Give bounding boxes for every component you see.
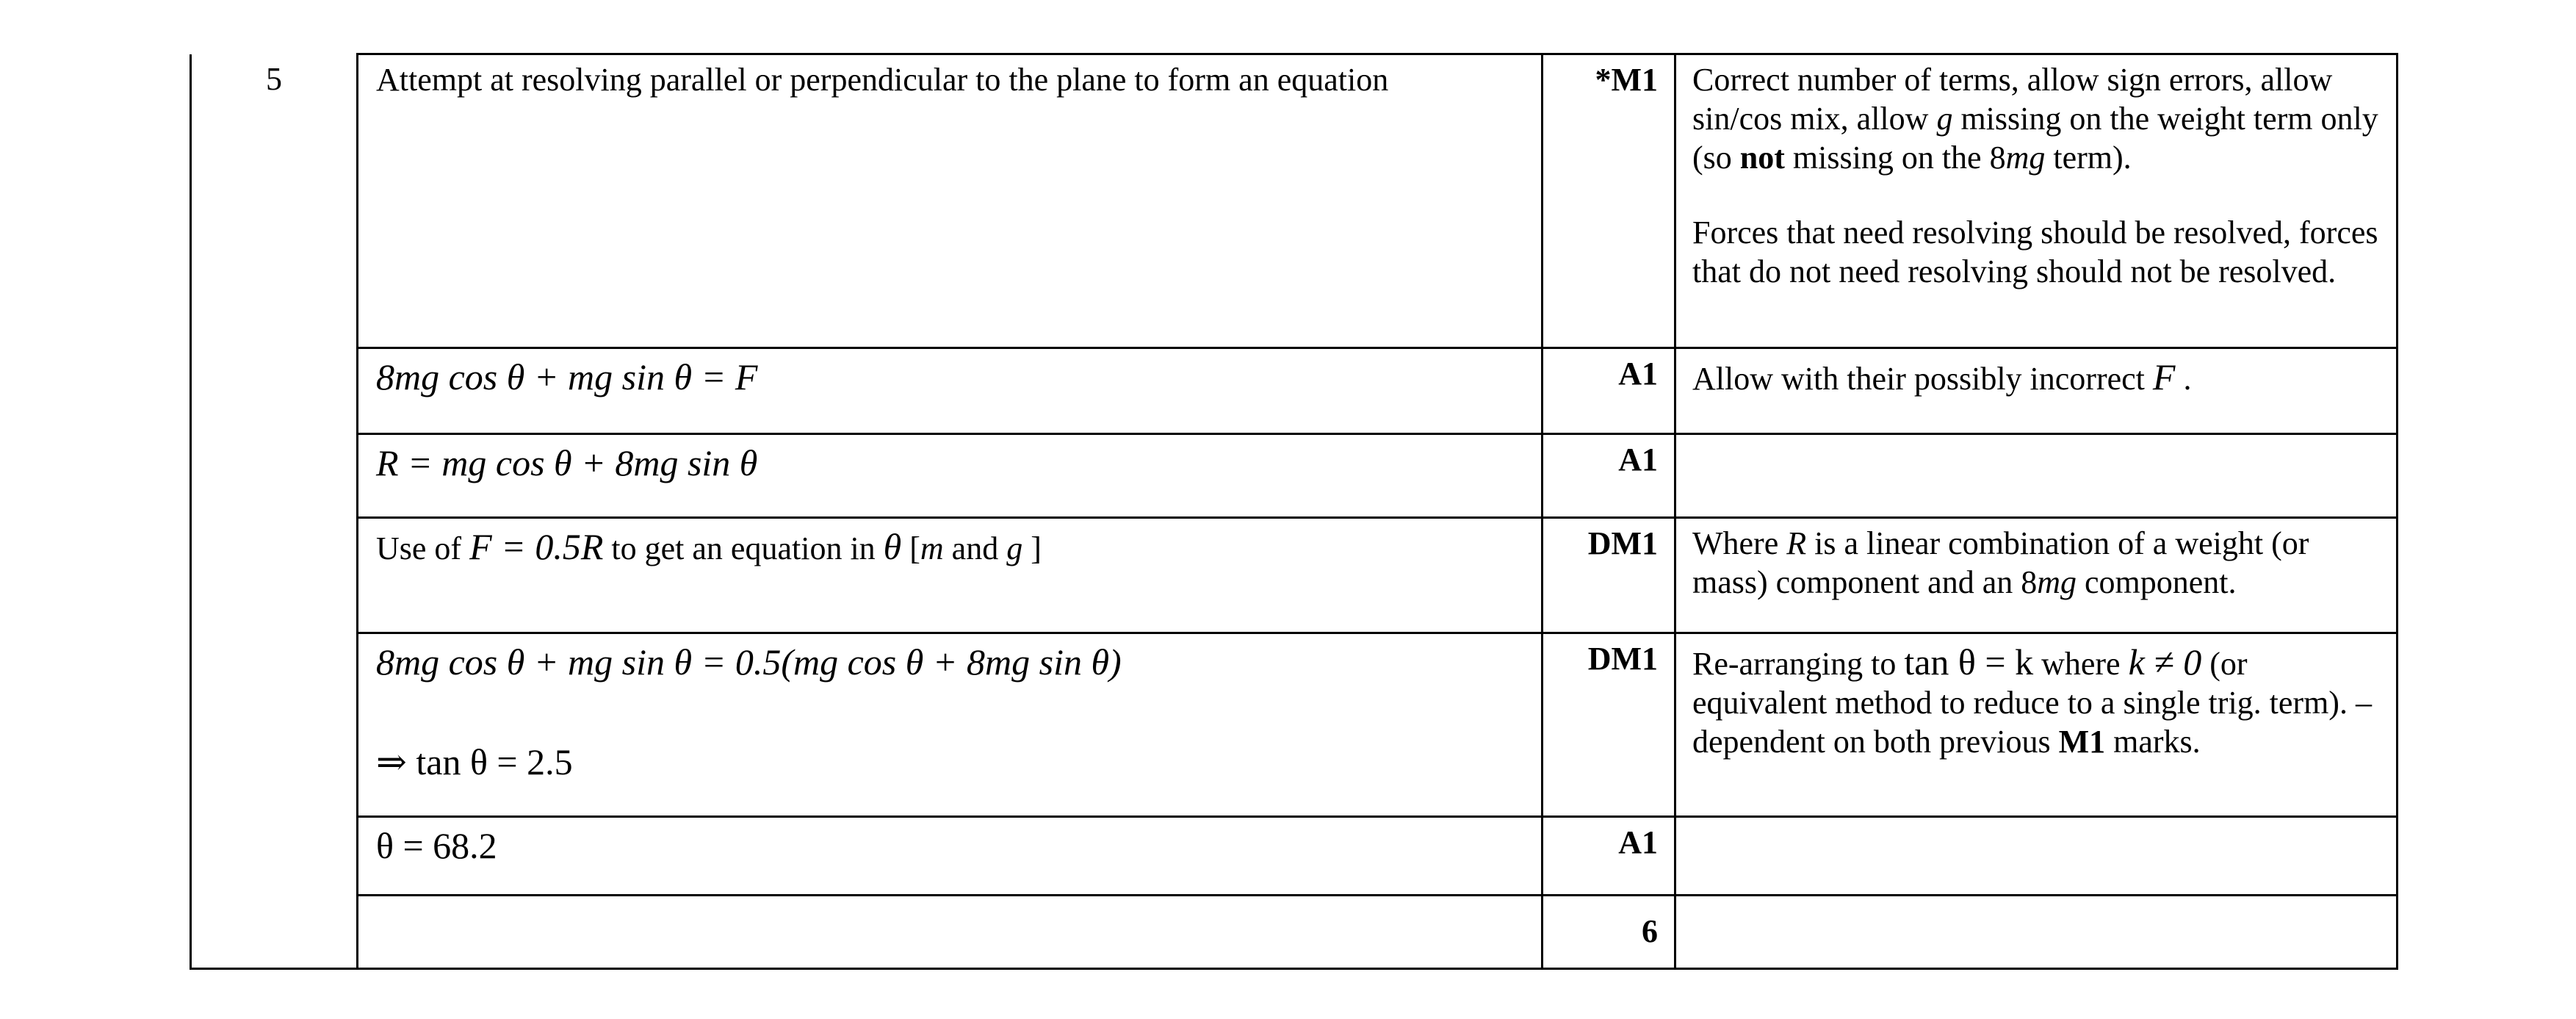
answer-math: 8mg cos θ + mg sin θ = 0.5(mg cos θ + 8mg sin θ) bbox=[376, 641, 1122, 683]
answer-math: θ = 68.2 bbox=[376, 825, 497, 866]
answer-math: R = mg cos θ + 8mg sin θ bbox=[376, 442, 758, 483]
answer-var: θ bbox=[883, 526, 902, 567]
table-row bbox=[191, 348, 2398, 434]
answer-text: Attempt at resolving parallel or perpendicular to the plane to form an equation bbox=[376, 62, 1389, 98]
mark-cell: A1 bbox=[1543, 434, 1675, 518]
question-number: 5 bbox=[191, 54, 358, 969]
guidance-text: where bbox=[2033, 646, 2129, 682]
guidance-text: (or equivalent method to reduce to a single trig. term). – dependent on both previous bbox=[1692, 646, 2372, 760]
guidance-var: g bbox=[1936, 100, 1953, 137]
answer-cell bbox=[358, 518, 1543, 633]
guidance-text: marks. bbox=[2105, 723, 2201, 760]
guidance-var: mg bbox=[2037, 563, 2077, 600]
guidance-emphasis: not bbox=[1739, 139, 1785, 176]
guidance-paragraph bbox=[1692, 61, 2380, 177]
answer-cell bbox=[358, 434, 1543, 518]
answer-text: Use of bbox=[376, 530, 470, 566]
table-row bbox=[191, 896, 2398, 969]
answer-text: to get an equation in bbox=[603, 530, 884, 566]
answer-text: and bbox=[943, 530, 1007, 566]
answer-math: F = 0.5R bbox=[469, 526, 604, 567]
answer-math: 8mg cos θ + mg sin θ = F bbox=[376, 356, 758, 397]
table-row bbox=[191, 633, 2398, 817]
guidance-var: F bbox=[2152, 356, 2176, 397]
guidance-cell bbox=[1675, 817, 2398, 896]
guidance-text: is a linear combination of a weight (or mass) component and an 8 bbox=[1692, 525, 2309, 600]
mark-cell: DM1 bbox=[1543, 518, 1675, 633]
answer-text: ] bbox=[1022, 530, 1042, 566]
guidance-text: . bbox=[2175, 361, 2192, 397]
table-row bbox=[191, 817, 2398, 896]
mark-cell: *M1 bbox=[1543, 54, 1675, 348]
answer-text: [ bbox=[901, 530, 920, 566]
guidance-text: term). bbox=[2045, 139, 2132, 176]
mark-cell: DM1 bbox=[1543, 633, 1675, 817]
answer-cell bbox=[358, 896, 1543, 969]
guidance-var: mg bbox=[2005, 139, 2046, 176]
guidance-emphasis: M1 bbox=[2058, 723, 2106, 760]
guidance-math: tan θ = k bbox=[1904, 641, 2034, 683]
guidance-var: R bbox=[1786, 525, 1807, 561]
table-row bbox=[191, 54, 2398, 348]
guidance-text: Correct number of terms, allow sign errors, allow sin/cos mix, allow bbox=[1692, 62, 2333, 137]
table-row bbox=[191, 518, 2398, 633]
guidance-text: Allow with their possibly incorrect bbox=[1692, 361, 2153, 397]
guidance-math: k ≠ 0 bbox=[2128, 641, 2202, 683]
mark-cell: A1 bbox=[1543, 817, 1675, 896]
answer-var: m bbox=[920, 530, 944, 566]
guidance-cell bbox=[1675, 54, 2398, 348]
guidance-text: Re-arranging to bbox=[1692, 646, 1905, 682]
mark-cell: A1 bbox=[1543, 348, 1675, 434]
guidance-text: Where bbox=[1692, 525, 1787, 561]
answer-math: ⇒ tan θ = 2.5 bbox=[376, 741, 573, 782]
guidance-text: component. bbox=[2077, 563, 2237, 600]
guidance-paragraph: Forces that need resolving should be resolved, forces that do not need resolving should not be resolved. bbox=[1692, 215, 2378, 290]
guidance-cell bbox=[1675, 434, 2398, 518]
guidance-cell bbox=[1675, 633, 2398, 817]
answer-cell bbox=[358, 633, 1543, 817]
answer-cell bbox=[358, 348, 1543, 434]
answer-cell bbox=[358, 817, 1543, 896]
table-row bbox=[191, 434, 2398, 518]
guidance-cell bbox=[1675, 518, 2398, 633]
guidance-cell bbox=[1675, 348, 2398, 434]
guidance-cell bbox=[1675, 896, 2398, 969]
answer-cell bbox=[358, 54, 1543, 348]
total-mark-cell: 6 bbox=[1543, 896, 1675, 969]
answer-var: g bbox=[1006, 530, 1023, 566]
guidance-text: missing on the weight term only (so bbox=[1692, 100, 2378, 176]
mark-scheme-table bbox=[190, 53, 2398, 970]
guidance-text: missing on the 8 bbox=[1784, 139, 2006, 176]
